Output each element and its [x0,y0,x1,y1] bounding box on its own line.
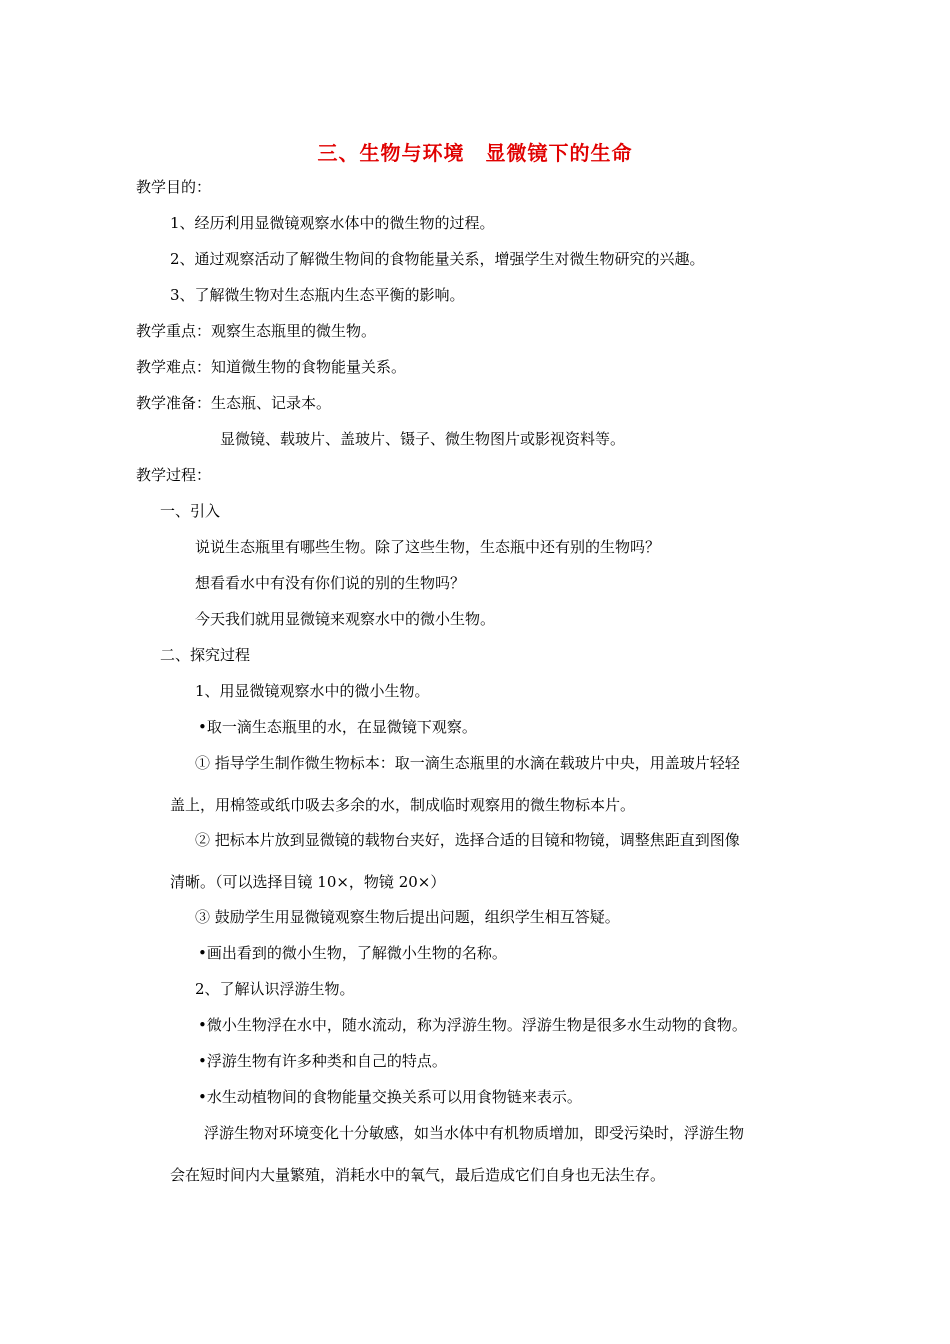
text-line: 教学目的： [136,178,212,196]
text-line: 2、通过观察活动了解微生物间的食物能量关系，增强学生对微生物研究的兴趣。 [170,250,705,268]
text-line: •浮游生物有许多种类和自己的特点。 [198,1052,447,1070]
text-line: ② 把标本片放到显微镜的载物台夹好，选择合适的目镜和物镜，调整焦距直到图像 [195,831,740,849]
text-line: 一、引入 [160,502,221,520]
text-line: 浮游生物对环境变化十分敏感，如当水体中有机物质增加，即受污染时，浮游生物 [204,1124,745,1142]
text-line: 教学过程： [136,466,212,484]
text-line: 二、探究过程 [160,646,251,664]
text-line: 清晰。（可以选择目镜 10×，物镜 20×） [170,873,446,891]
text-line: 教学准备：生态瓶、记录本。 [136,394,332,412]
text-line: •水生动植物间的食物能量交换关系可以用食物链来表示。 [198,1088,582,1106]
text-line: 教学重点：观察生态瓶里的微生物。 [136,322,377,340]
text-line: •画出看到的微小生物，了解微小生物的名称。 [198,944,507,962]
text-line: 1、用显微镜观察水中的微小生物。 [195,682,430,700]
text-line: ③ 鼓励学生用显微镜观察生物后提出问题，组织学生相互答疑。 [195,908,620,926]
text-line: •取一滴生态瓶里的水，在显微镜下观察。 [198,718,477,736]
text-line: ① 指导学生制作微生物标本：取一滴生态瓶里的水滴在载玻片中央，用盖玻片轻轻 [195,754,740,772]
text-line: 教学难点：知道微生物的食物能量关系。 [136,358,407,376]
document-title: 三、生物与环境 显微镜下的生命 [317,141,633,165]
text-line: 说说生态瓶里有哪些生物。除了这些生物，生态瓶中还有别的生物吗？ [195,538,661,556]
text-line: 想看看水中有没有你们说的别的生物吗？ [195,574,466,592]
text-line: 2、了解认识浮游生物。 [195,980,355,998]
text-line: •微小生物浮在水中，随水流动，称为浮游生物。浮游生物是很多水生动物的食物。 [198,1016,747,1034]
text-line: 会在短时间内大量繁殖，消耗水中的氧气，最后造成它们自身也无法生存。 [170,1166,666,1184]
text-line: 1、经历利用显微镜观察水体中的微生物的过程。 [170,214,495,232]
text-line: 3、了解微生物对生态瓶内生态平衡的影响。 [170,286,465,304]
text-line: 今天我们就用显微镜来观察水中的微小生物。 [195,610,496,628]
text-line: 显微镜、载玻片、盖玻片、镊子、微生物图片或影视资料等。 [220,430,626,448]
text-line: 盖上，用棉签或纸巾吸去多余的水，制成临时观察用的微生物标本片。 [170,796,636,814]
